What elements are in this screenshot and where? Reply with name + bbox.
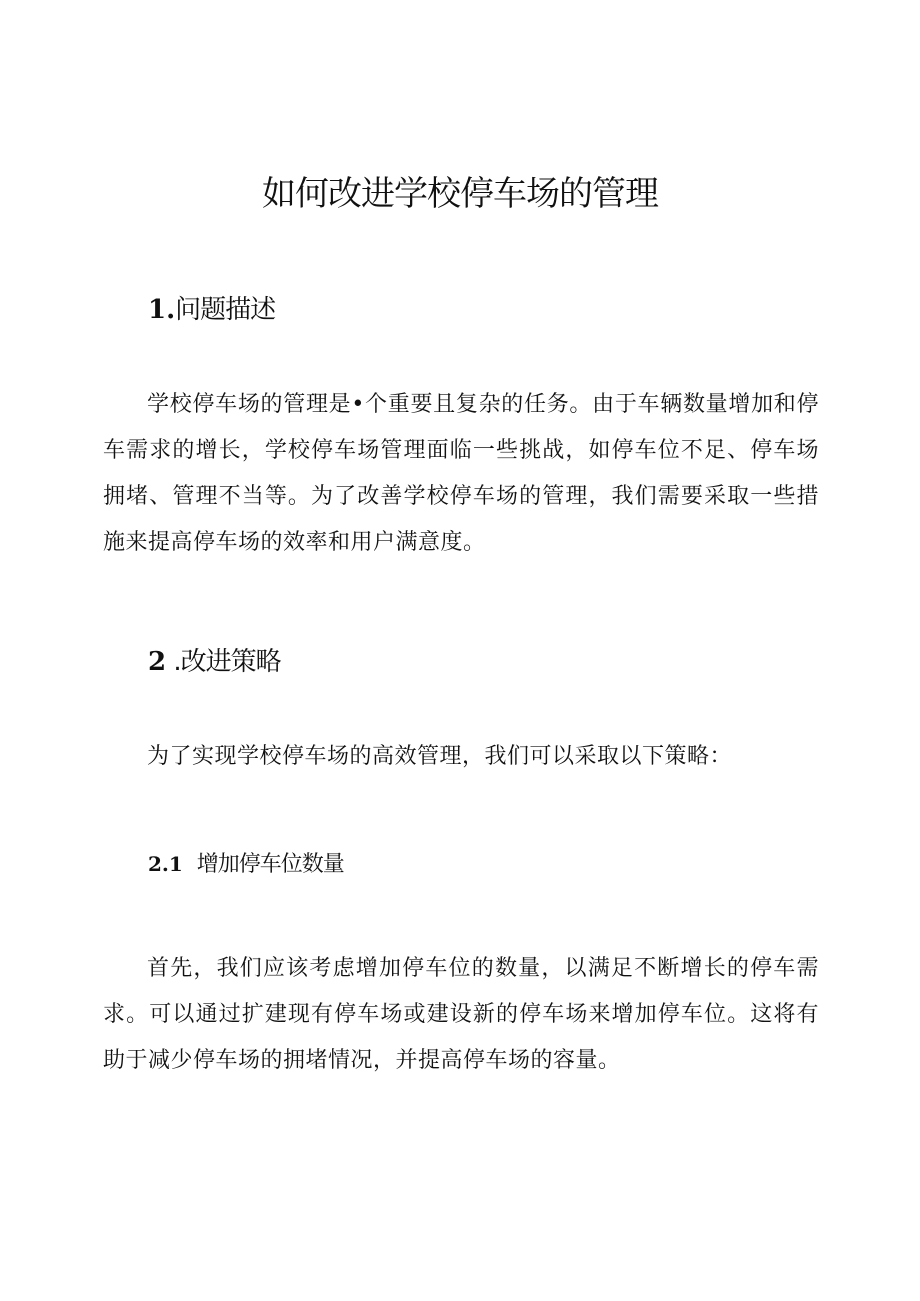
- strategy-intro-paragraph: 为了实现学校停车场的高效管理，我们可以采取以下策略：: [147, 744, 733, 769]
- section-heading-strategy: [148, 644, 281, 680]
- subsection-heading-add-spaces: [148, 848, 344, 881]
- section-number-suffix: .: [166, 647, 181, 677]
- document-title: 如何改进学校停车场的管理: [262, 174, 658, 214]
- section-title: 问题描述: [175, 295, 276, 325]
- section-heading-problem: [148, 292, 275, 328]
- section-title: 改进策略: [180, 647, 281, 677]
- subsection-title: 增加停车位数量: [196, 852, 344, 877]
- subsection-number: 2.1: [148, 852, 183, 876]
- section-number: 1.: [148, 295, 176, 325]
- add-spaces-paragraph: 首先，我们应该考虑增加停车位的数量，以满足不断增长的停车需求。可以通过扩建现有停车场或建设新的停车场来增加停车位。这将有助于减少停车场的拥堵情况，并提高停车场的容量。: [103, 956, 819, 1073]
- section-number: 2: [148, 647, 167, 677]
- problem-paragraph: 学校停车场的管理是•个重要且复杂的任务。由于车辆数量增加和停车需求的增长，学校停车场管理面临一些挑战，如停车位不足、停车场拥堵、管理不当等。为了改善学校停车场的管理，我们需要采取一些措施来提高停车场的效率和用户满意度。: [103, 392, 819, 555]
